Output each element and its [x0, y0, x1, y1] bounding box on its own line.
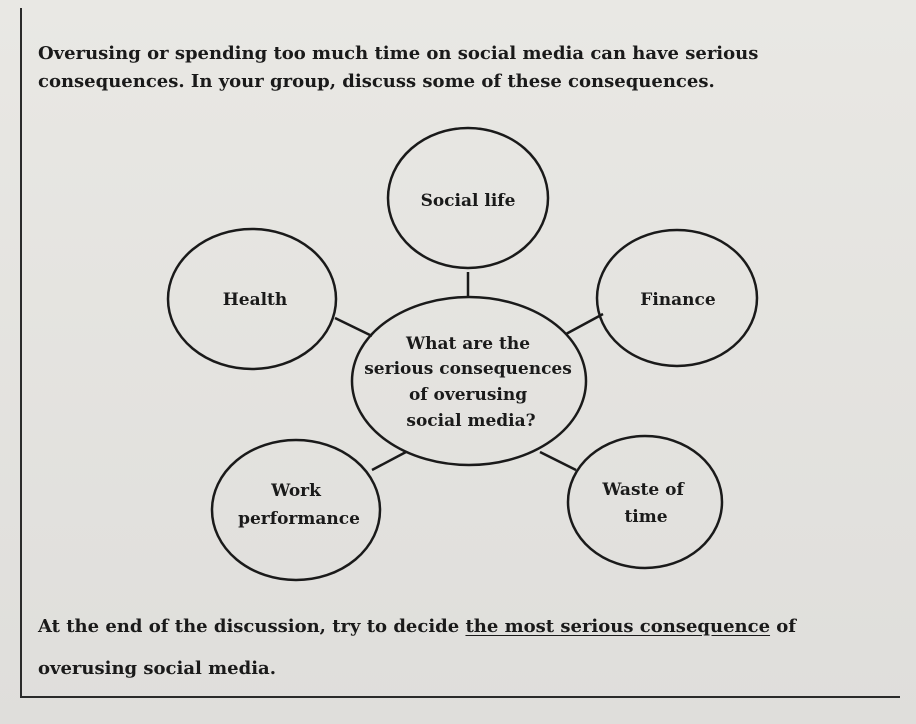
node-waste-of-time-line-2: time [624, 507, 668, 527]
connector-work-performance [372, 452, 406, 470]
node-work-performance-line-1: Work [271, 481, 321, 501]
node-finance-line: Finance [640, 290, 716, 310]
center-line-1: What are the [406, 334, 531, 354]
center-line-3: of overusing [408, 385, 528, 405]
center-line-2: serious consequences [364, 359, 572, 379]
instructions-text: Overusing or spending too much time on social media can have serious consequences. In your group, discuss some of these consequences. [38, 43, 759, 92]
node-waste-of-time-label [601, 480, 689, 527]
conclusion-emphasis: the most serious consequence [465, 616, 771, 637]
conclusion-suffix: of overusing social media. [38, 616, 797, 679]
connector-finance [566, 314, 603, 334]
node-social-life-label [421, 191, 516, 211]
connector-health [335, 318, 372, 336]
node-work-performance-label [238, 481, 360, 529]
connector-waste-of-time [540, 452, 576, 470]
center-line-4: social media? [406, 411, 536, 431]
center-question-label [364, 334, 578, 431]
conclusion-prefix: At the end of the discussion, try to decide [38, 616, 466, 637]
center-question-bubble [352, 297, 586, 465]
node-work-performance-line-2: performance [238, 509, 360, 529]
node-social-life-line: Social life [420, 191, 516, 211]
node-waste-of-time-bubble [568, 436, 722, 568]
node-health-label [223, 290, 288, 310]
node-waste-of-time-line-1: Waste of [602, 480, 684, 500]
conclusion-text [38, 606, 888, 690]
node-health-line: Health [222, 290, 288, 310]
node-finance-label [640, 290, 716, 310]
